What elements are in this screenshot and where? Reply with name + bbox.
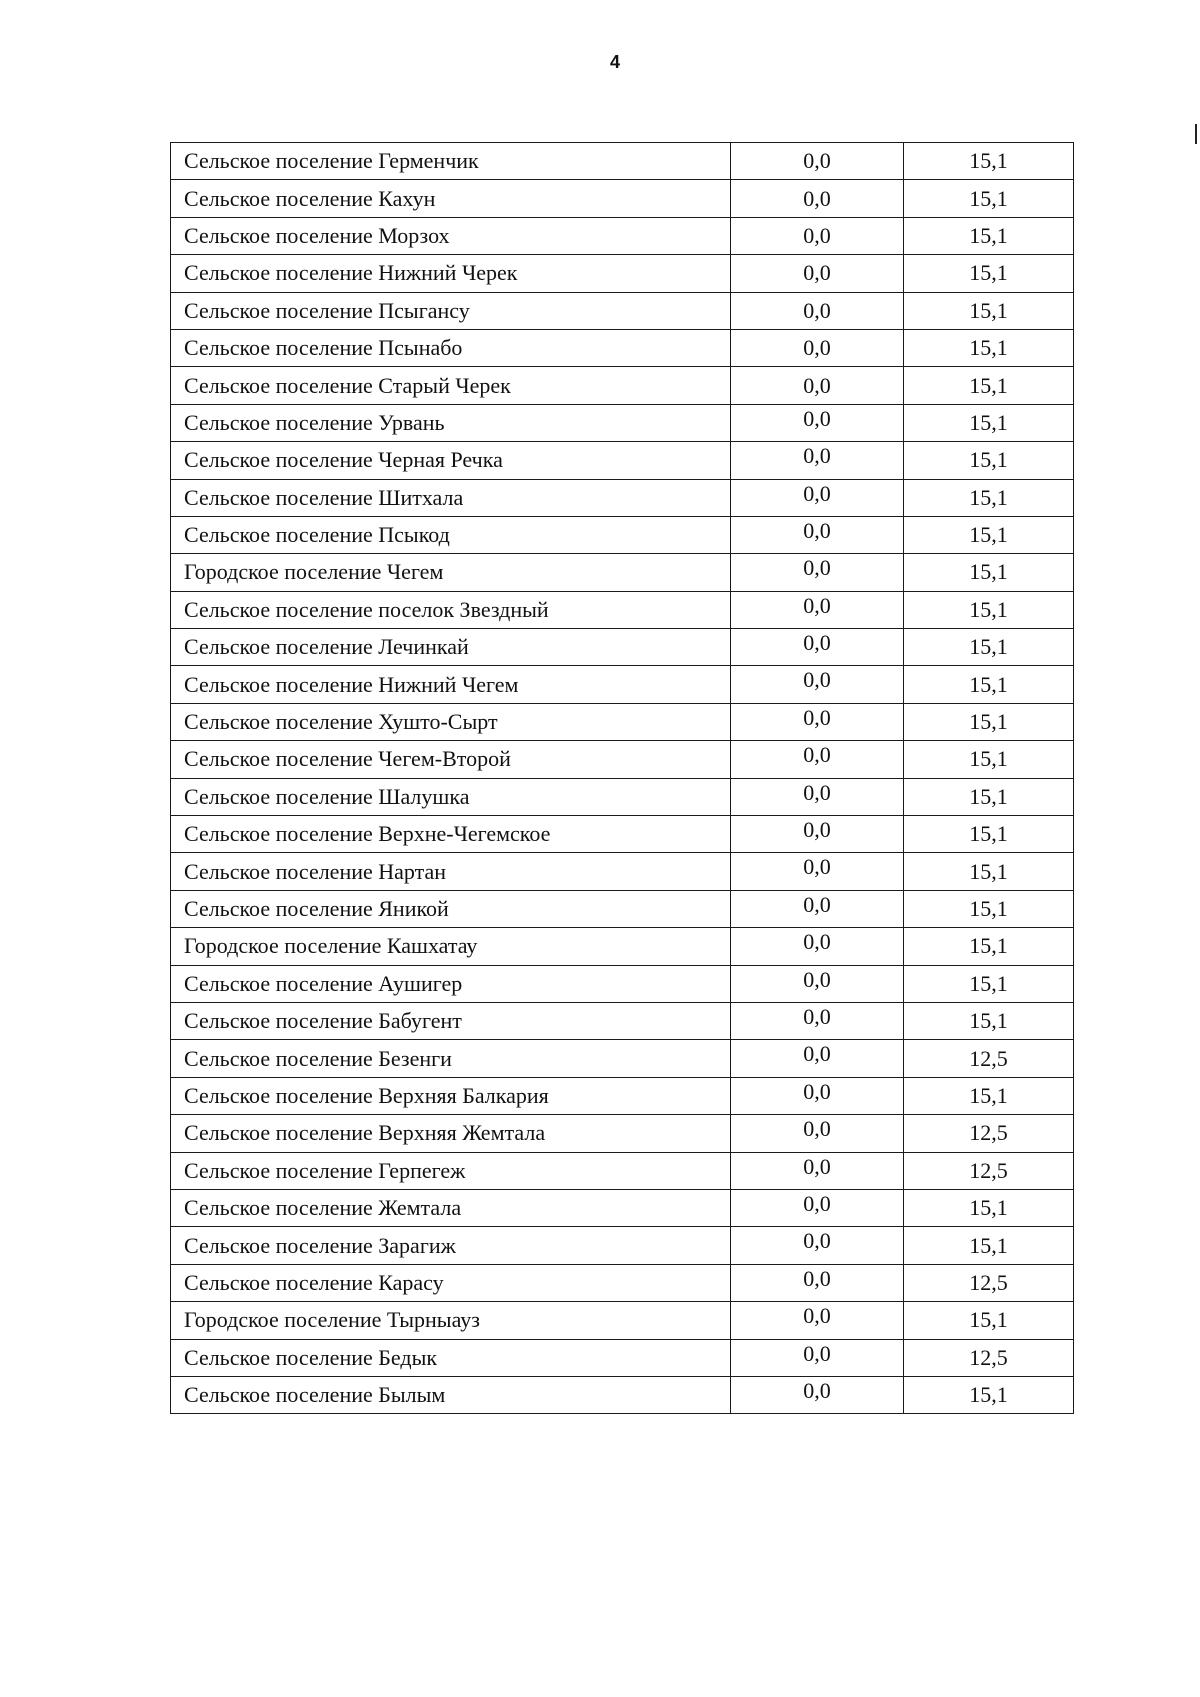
- table-row: [171, 1376, 1074, 1413]
- settlement-name-cell: Сельское поселение Жемтала: [171, 1189, 731, 1226]
- table-row: [171, 928, 1074, 965]
- settlement-name-cell: Сельское поселение Урвань: [171, 404, 731, 441]
- table-row: [171, 1152, 1074, 1189]
- table-row: [171, 666, 1074, 703]
- value-2-cell: 15,1: [904, 629, 1074, 666]
- value-1-cell: 0,0: [731, 1002, 904, 1039]
- value-1-cell: 0,0: [731, 180, 904, 217]
- value-1-cell: 0,0: [731, 367, 904, 404]
- value-1-cell: 0,0: [731, 890, 904, 927]
- settlement-name-cell: Сельское поселение Верхняя Балкария: [171, 1077, 731, 1114]
- settlement-name-cell: Городское поселение Чегем: [171, 554, 731, 591]
- value-2-cell: 15,1: [904, 1077, 1074, 1114]
- value-2-cell: 15,1: [904, 1189, 1074, 1226]
- value-2-cell: 15,1: [904, 965, 1074, 1002]
- value-2-cell: 15,1: [904, 703, 1074, 740]
- table-row: [171, 591, 1074, 628]
- table-row: [171, 329, 1074, 366]
- value-1-cell: 0,0: [731, 329, 904, 366]
- value-1-cell: 0,0: [731, 143, 904, 180]
- table-row: [171, 629, 1074, 666]
- settlement-name-cell: Городское поселение Тырныауз: [171, 1302, 731, 1339]
- table-row: [171, 1227, 1074, 1264]
- value-2-cell: 15,1: [904, 367, 1074, 404]
- settlement-name-cell: Сельское поселение поселок Звездный: [171, 591, 731, 628]
- settlement-name-cell: Сельское поселение Черная Речка: [171, 442, 731, 479]
- table-row: [171, 479, 1074, 516]
- table-row: [171, 1189, 1074, 1226]
- table-row: [171, 965, 1074, 1002]
- value-2-cell: 15,1: [904, 741, 1074, 778]
- value-1-cell: 0,0: [731, 853, 904, 890]
- table-row: [171, 741, 1074, 778]
- settlement-name-cell: Сельское поселение Верхне-Чегемское: [171, 816, 731, 853]
- value-2-cell: 15,1: [904, 143, 1074, 180]
- value-2-cell: 12,5: [904, 1339, 1074, 1376]
- table-row: [171, 1002, 1074, 1039]
- settlement-name-cell: Сельское поселение Нижний Черек: [171, 255, 731, 292]
- table-row: [171, 703, 1074, 740]
- value-2-cell: 12,5: [904, 1115, 1074, 1152]
- value-2-cell: 12,5: [904, 1264, 1074, 1301]
- value-2-cell: 15,1: [904, 778, 1074, 815]
- value-2-cell: 15,1: [904, 442, 1074, 479]
- value-2-cell: 15,1: [904, 853, 1074, 890]
- value-1-cell: 0,0: [731, 1077, 904, 1114]
- value-1-cell: 0,0: [731, 516, 904, 553]
- table-row: [171, 516, 1074, 553]
- settlement-name-cell: Сельское поселение Герпегеж: [171, 1152, 731, 1189]
- value-1-cell: 0,0: [731, 255, 904, 292]
- value-2-cell: 15,1: [904, 329, 1074, 366]
- table-row: [171, 1040, 1074, 1077]
- value-2-cell: 15,1: [904, 180, 1074, 217]
- table-row: [171, 442, 1074, 479]
- table-row: [171, 1264, 1074, 1301]
- margin-mark: [1195, 124, 1197, 144]
- settlement-name-cell: Сельское поселение Бабугент: [171, 1002, 731, 1039]
- value-1-cell: 0,0: [731, 1302, 904, 1339]
- value-1-cell: 0,0: [731, 778, 904, 815]
- value-2-cell: 12,5: [904, 1040, 1074, 1077]
- value-1-cell: 0,0: [731, 965, 904, 1002]
- table-row: [171, 143, 1074, 180]
- table-body: [171, 143, 1074, 1414]
- settlement-name-cell: Сельское поселение Хушто-Сырт: [171, 703, 731, 740]
- value-1-cell: 0,0: [731, 442, 904, 479]
- value-2-cell: 15,1: [904, 1002, 1074, 1039]
- settlement-name-cell: Сельское поселение Карасу: [171, 1264, 731, 1301]
- table-row: [171, 367, 1074, 404]
- table-row: [171, 890, 1074, 927]
- settlement-name-cell: Сельское поселение Аушигер: [171, 965, 731, 1002]
- value-1-cell: 0,0: [731, 1152, 904, 1189]
- settlement-name-cell: Сельское поселение Лечинкай: [171, 629, 731, 666]
- settlement-name-cell: Сельское поселение Псынабо: [171, 329, 731, 366]
- value-1-cell: 0,0: [731, 666, 904, 703]
- value-1-cell: 0,0: [731, 217, 904, 254]
- value-2-cell: 15,1: [904, 890, 1074, 927]
- settlement-name-cell: Сельское поселение Псыкод: [171, 516, 731, 553]
- settlement-name-cell: Сельское поселение Шалушка: [171, 778, 731, 815]
- table-row: [171, 1302, 1074, 1339]
- value-2-cell: 15,1: [904, 217, 1074, 254]
- table-row: [171, 778, 1074, 815]
- settlement-name-cell: Сельское поселение Безенги: [171, 1040, 731, 1077]
- table-row: [171, 217, 1074, 254]
- value-2-cell: 15,1: [904, 591, 1074, 628]
- value-1-cell: 0,0: [731, 629, 904, 666]
- value-1-cell: 0,0: [731, 479, 904, 516]
- value-1-cell: 0,0: [731, 1264, 904, 1301]
- value-2-cell: 15,1: [904, 292, 1074, 329]
- value-1-cell: 0,0: [731, 816, 904, 853]
- settlement-name-cell: Сельское поселение Морзох: [171, 217, 731, 254]
- settlement-name-cell: Сельское поселение Зарагиж: [171, 1227, 731, 1264]
- value-1-cell: 0,0: [731, 591, 904, 628]
- value-1-cell: 0,0: [731, 1339, 904, 1376]
- value-2-cell: 15,1: [904, 666, 1074, 703]
- table-row: [171, 1115, 1074, 1152]
- value-1-cell: 0,0: [731, 741, 904, 778]
- value-2-cell: 15,1: [904, 255, 1074, 292]
- value-2-cell: 15,1: [904, 479, 1074, 516]
- value-2-cell: 15,1: [904, 1376, 1074, 1413]
- table-row: [171, 255, 1074, 292]
- table-row: [171, 292, 1074, 329]
- table-row: [171, 180, 1074, 217]
- value-1-cell: 0,0: [731, 703, 904, 740]
- table-row: [171, 1077, 1074, 1114]
- value-2-cell: 15,1: [904, 928, 1074, 965]
- value-2-cell: 15,1: [904, 554, 1074, 591]
- settlements-table: [170, 142, 1074, 1414]
- table-row: [171, 1339, 1074, 1376]
- settlement-name-cell: Сельское поселение Псыгансу: [171, 292, 731, 329]
- value-1-cell: 0,0: [731, 928, 904, 965]
- value-1-cell: 0,0: [731, 404, 904, 441]
- settlement-name-cell: Сельское поселение Бедык: [171, 1339, 731, 1376]
- value-1-cell: 0,0: [731, 1115, 904, 1152]
- value-2-cell: 12,5: [904, 1152, 1074, 1189]
- settlement-name-cell: Сельское поселение Старый Черек: [171, 367, 731, 404]
- table-row: [171, 554, 1074, 591]
- page-number: 4: [609, 52, 620, 72]
- value-1-cell: 0,0: [731, 554, 904, 591]
- table-row: [171, 816, 1074, 853]
- value-2-cell: 15,1: [904, 516, 1074, 553]
- value-2-cell: 15,1: [904, 1302, 1074, 1339]
- value-1-cell: 0,0: [731, 1227, 904, 1264]
- value-1-cell: 0,0: [731, 1376, 904, 1413]
- settlement-name-cell: Сельское поселение Нартан: [171, 853, 731, 890]
- table-row: [171, 853, 1074, 890]
- value-2-cell: 15,1: [904, 1227, 1074, 1264]
- settlement-name-cell: Сельское поселение Чегем-Второй: [171, 741, 731, 778]
- settlement-name-cell: Сельское поселение Герменчик: [171, 143, 731, 180]
- value-1-cell: 0,0: [731, 1189, 904, 1226]
- value-2-cell: 15,1: [904, 816, 1074, 853]
- value-1-cell: 0,0: [731, 1040, 904, 1077]
- settlement-name-cell: Сельское поселение Шитхала: [171, 479, 731, 516]
- settlement-name-cell: Сельское поселение Яникой: [171, 890, 731, 927]
- table-row: [171, 404, 1074, 441]
- settlement-name-cell: Сельское поселение Верхняя Жемтала: [171, 1115, 731, 1152]
- settlement-name-cell: Сельское поселение Кахун: [171, 180, 731, 217]
- settlement-name-cell: Сельское поселение Нижний Чегем: [171, 666, 731, 703]
- settlement-name-cell: Сельское поселение Былым: [171, 1376, 731, 1413]
- value-1-cell: 0,0: [731, 292, 904, 329]
- value-2-cell: 15,1: [904, 404, 1074, 441]
- settlement-name-cell: Городское поселение Кашхатау: [171, 928, 731, 965]
